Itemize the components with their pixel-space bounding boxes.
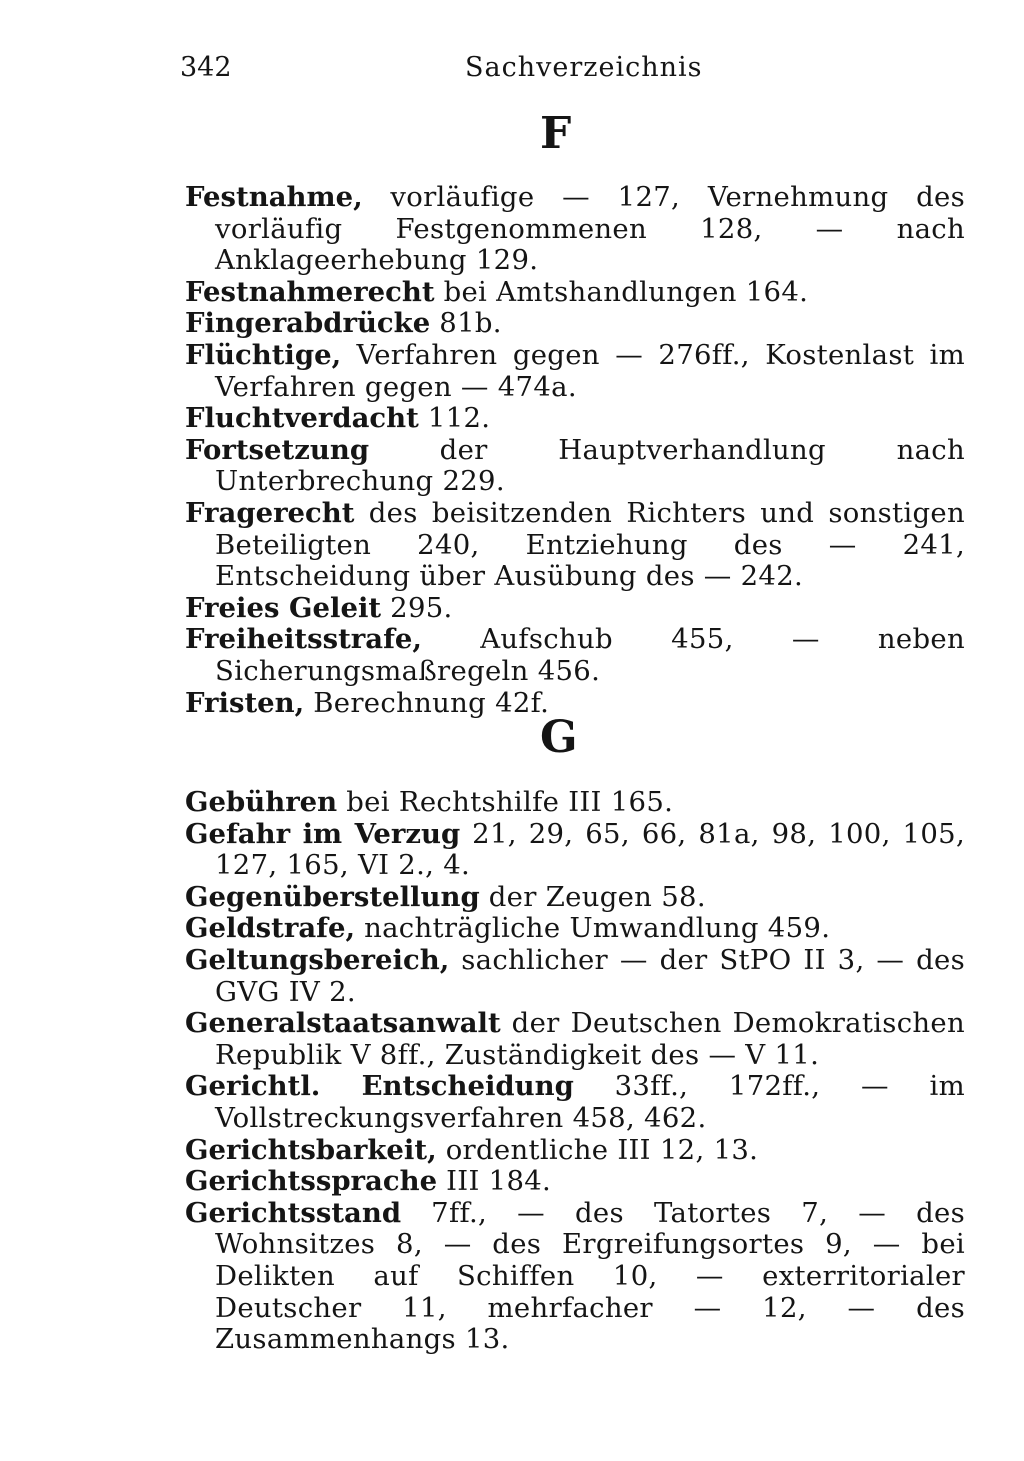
index-term: Gefahr im Verzug — [185, 817, 461, 850]
index-entry — [185, 913, 965, 945]
index-references: sachlicher — der StPO II 3, — des GVG IV 2. — [215, 943, 965, 1008]
index-term: Fingerabdrücke — [185, 307, 431, 340]
index-term: Gerichtssprache — [185, 1165, 438, 1198]
index-entry — [185, 403, 965, 435]
index-references: nachträgliche Umwandlung 459. — [355, 912, 831, 945]
index-references: der Hauptverhandlung nach Unterbrechung 229. — [215, 433, 965, 498]
index-entry — [185, 1166, 965, 1198]
section-f-entries — [185, 182, 965, 719]
index-term: Flüchtige, — [185, 338, 342, 371]
index-references: Verfahren gegen — 276ff., Kostenlast im Verfahren gegen — 474a. — [215, 338, 965, 403]
section-letter-g: G — [540, 712, 578, 763]
index-entry — [185, 819, 965, 882]
index-references: Aufschub 455, — neben Sicherungsmaßregeln 456. — [215, 623, 965, 687]
index-entry — [185, 435, 965, 498]
running-title: Sachverzeichnis — [465, 52, 703, 83]
page-header — [180, 52, 970, 92]
index-term: Generalstaatsanwalt — [185, 1007, 501, 1040]
index-term: Freiheitsstrafe, — [185, 623, 422, 656]
index-references: der Zeugen 58. — [479, 880, 706, 913]
index-references: 112. — [418, 402, 491, 435]
index-references: des beisitzenden Richters und sonstigen Beteiligten 240, Entziehung des — 241, Entscheidung über Ausübung des — 242. — [215, 496, 965, 593]
index-references: vorläufige — 127, Vernehmung des vorläufig Festgenommenen 128, — nach Anklageerhebung 129. — [215, 181, 965, 277]
index-references: ordentliche III 12, 13. — [436, 1133, 759, 1166]
section-g-entries — [185, 787, 965, 1356]
index-term: Gegenüberstellung — [185, 880, 480, 913]
index-entry — [185, 498, 965, 593]
index-term: Gebühren — [185, 786, 338, 818]
index-entry — [185, 945, 965, 1008]
index-entry — [185, 882, 965, 914]
page-number: 342 — [180, 52, 232, 83]
index-term: Gerichtsbarkeit, — [185, 1133, 437, 1166]
index-entry — [185, 308, 965, 340]
index-references: der Deutschen Demokratischen Republik V 8ff., Zuständigkeit des — V 11. — [215, 1007, 965, 1071]
index-entry — [185, 1071, 965, 1134]
index-term: Fluchtverdacht — [185, 402, 419, 435]
index-entry — [185, 593, 965, 625]
section-letter-f: F — [540, 108, 572, 159]
index-entry — [185, 1135, 965, 1167]
index-entry — [185, 624, 965, 687]
index-term: Fragerecht — [185, 496, 355, 529]
index-term: Gerichtl. Entscheidung — [185, 1070, 574, 1103]
index-references: 33ff., 172ff., — im Vollstreckungsverfahren 458, 462. — [215, 1070, 965, 1134]
index-term: Gerichtsstand — [185, 1196, 402, 1229]
index-term: Festnahme, — [185, 181, 363, 213]
index-entry — [185, 182, 965, 277]
index-term: Geldstrafe, — [185, 912, 356, 945]
index-references: 81b. — [430, 307, 502, 340]
index-term: Geltungsbereich, — [185, 943, 450, 976]
index-references: bei Rechtshilfe III 165. — [337, 786, 674, 818]
index-references: 7ff., — des Tatortes 7, — des Wohnsitzes 8, — des Ergreifungsortes 9, — bei Delikten auf Schiffen 10, — exterritorialer Deutscher 11, mehrfacher — 12, — des Zusammenhangs 13. — [215, 1196, 965, 1356]
index-references: III 184. — [437, 1165, 552, 1198]
index-term: Festnahmerecht — [185, 275, 435, 308]
index-entry — [185, 1198, 965, 1356]
index-entry — [185, 277, 965, 309]
index-references: bei Amtshandlungen 164. — [434, 275, 809, 308]
index-references: 295. — [381, 591, 453, 624]
index-term: Fristen, — [185, 686, 305, 719]
index-entry — [185, 340, 965, 403]
index-entry — [185, 787, 965, 819]
index-entry — [185, 1008, 965, 1071]
index-term: Fortsetzung — [185, 433, 370, 466]
index-references: Berechnung 42f. — [304, 686, 550, 719]
index-references: 21, 29, 65, 66, 81a, 98, 100, 105, 127, 165, VI 2., 4. — [215, 817, 965, 882]
index-term: Freies Geleit — [185, 591, 382, 624]
